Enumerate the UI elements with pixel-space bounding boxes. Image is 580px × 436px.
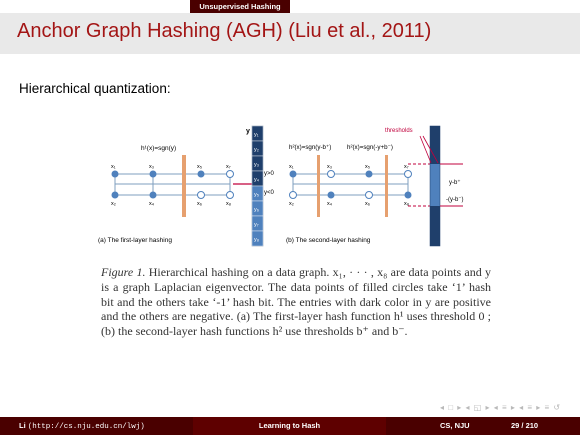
node-x1: [112, 171, 119, 178]
y-cell-label-5: y₅: [254, 192, 259, 198]
footer: [0, 417, 580, 435]
b-plus-label: y-b⁺: [449, 180, 461, 186]
y-cell-label-7: y₇: [254, 222, 259, 228]
svg-text:x₂: x₂: [289, 201, 294, 207]
y-cell-label-4: y₄: [254, 177, 259, 183]
y-cell-label-6: y₆: [254, 207, 259, 213]
footer-institution: CS, NJU: [440, 421, 470, 430]
svg-text:x₃: x₃: [327, 164, 332, 170]
footer-author: Li (http://cs.nju.edu.cn/lwj): [19, 421, 145, 431]
section-label: Unsupervised Hashing: [199, 2, 281, 11]
func-label-b1: h²(x)=sgn(y-b⁺): [289, 144, 332, 151]
node-x3: [150, 171, 157, 178]
svg-text:x₅: x₅: [365, 164, 370, 170]
figure-caption: [101, 265, 491, 339]
pos-label: y>0: [264, 171, 274, 177]
footer-page: 29 / 210: [511, 421, 539, 430]
label-bot-6: x₆: [197, 201, 202, 207]
thresholds-label: thresholds: [385, 128, 413, 134]
caption-a: (a) The first-layer hashing: [98, 237, 172, 244]
label-bot-8: x₈: [226, 201, 232, 207]
svg-text:x₈: x₈: [404, 201, 410, 207]
label-bot-4: x₄: [149, 201, 154, 207]
footer-center: Learning to Hash: [193, 417, 386, 435]
func-label-b2: h²(x)=sgn(-y+b⁻): [347, 144, 393, 151]
svg-text:x₆: x₆: [365, 201, 370, 207]
neg-label: y<0: [264, 190, 274, 196]
svg-text:x₄: x₄: [327, 201, 332, 207]
top-bar: [0, 0, 580, 13]
caption-text: Hierarchical hashing on a data graph. x₁, · · · , x₈ are data points and y is a graph Laplacian eigenvector. The data points of filled circles take ‘1’ hash bit and the others take ‘-1’ hash bit. The entries with dark color in y are positive and the others are negative. (a) The first-layer hash function h¹ uses threshold 0 ; (b) the second-layer hash functions h² use thresholds b⁺ and b⁻.: [101, 265, 491, 339]
label-top-7: x₇: [226, 164, 231, 170]
label-top-1: x₁: [111, 164, 116, 170]
node-x6: [198, 192, 205, 199]
func-label-a: h¹(x)=sgn(y): [141, 145, 177, 152]
node-x8: [227, 192, 234, 199]
slide-title: Anchor Graph Hashing (AGH) (Liu et al., 2011): [17, 20, 432, 42]
y-cell-label-1: y₁: [254, 132, 259, 138]
node-x5: [198, 171, 205, 178]
figure-label: Figure 1.: [101, 265, 146, 279]
label-bot-2: x₂: [111, 201, 116, 207]
caption-b: (b) The second-layer hashing: [286, 237, 371, 244]
subtitle: Hierarchical quantization:: [19, 81, 171, 96]
svg-text:x₁: x₁: [289, 164, 294, 170]
svg-text:x₇: x₇: [404, 164, 409, 170]
y-cell-label-8: y₈: [254, 237, 260, 243]
panel-b-graph: [286, 126, 464, 246]
hashing-figure: [93, 121, 488, 251]
label-top-5: x₅: [197, 164, 202, 170]
node-x2: [112, 192, 119, 199]
y-cell-label-2: y₂: [254, 147, 259, 153]
y-header: y: [246, 128, 250, 135]
y-cell-label-3: y₃: [254, 162, 259, 168]
node-x4: [150, 192, 157, 199]
y-column: [252, 126, 263, 246]
label-top-3: x₃: [149, 164, 154, 170]
node-x7: [227, 171, 234, 178]
b-minus-label: -(y-b⁻): [446, 197, 464, 203]
beamer-nav-symbols[interactable]: ◂ □ ▸ ◂ ◱ ▸ ◂ ≡ ▸ ◂ ≡ ▸ ≡ ↺: [440, 403, 562, 412]
